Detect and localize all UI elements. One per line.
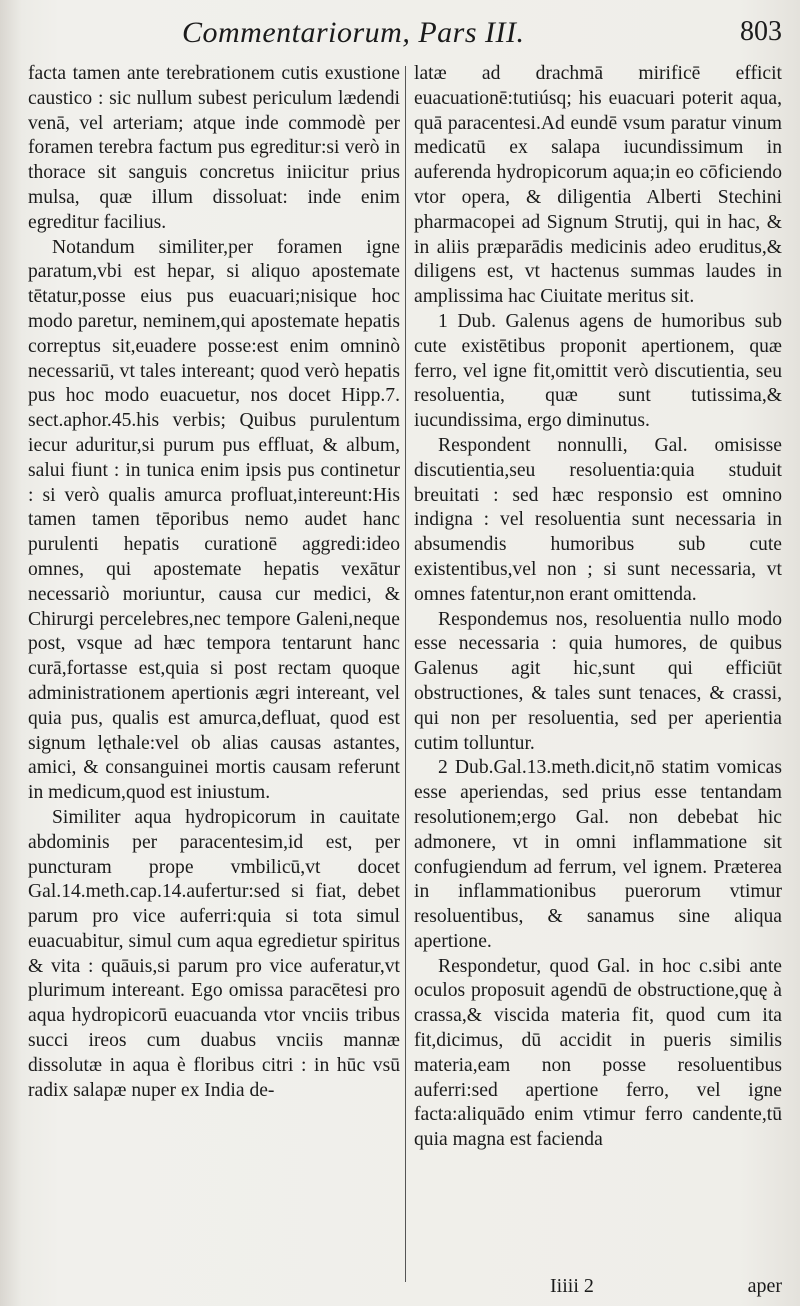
running-title: Commentariorum, Pars III. bbox=[182, 16, 525, 49]
signature-mark: Iiiii 2 bbox=[550, 1275, 594, 1297]
page-number: 803 bbox=[740, 16, 782, 47]
left-column bbox=[28, 62, 400, 1298]
paragraph: facta tamen ante terebrationem cutis exustione caustico : sic nullum subest periculum lædendi venā, vel arteriam; atque inde commodè per foramen terebra factum pus egreditur:si verò in thorace sit sanguis concretus iniicitur prius mulsa, quæ illum dissoluat: inde enim egreditur facilius. bbox=[28, 63, 400, 233]
paragraph: Respondemus nos, resoluentia nullo modo esse necessaria : quia humores, de quibus Galenus agit hic,sunt qui efficiūt obstructiones, & tales sunt tenaces, & crassi, qui non per resoluentia, sed per aperientia cutim tolluntur. bbox=[414, 608, 782, 754]
paragraph: Similiter aqua hydropicorum in cauitate abdominis per paracentesim,id est, per puncturam prope vmbilicū,vt docet Gal.14.meth.cap.14.aufertur:sed si fiat, debet parum pro vice auferri:quia si tota simul euacuabitur, simul cum aqua egredietur spiritus & vita : quāuis,si parum pro vice auferatur,vt plurimum intereant. Ego omissa paracētesi pro aqua hydropicorū euacuanda vtor vnciis tribus succi ireos cum duabus vnciis mannæ dissolutæ in aqua è floribus citri : in hūc vsū radix salapæ nuper ex India de- bbox=[28, 806, 400, 1101]
paragraph: latæ ad drachmā mirificē efficit euacuationē:tutiúsq; his euacuari poterit aqua, quā paracentesi.Ad eundē vsum paratur vinum medicatū ex salapa iucundissimum in auferenda hydropicorum aqua;in eo cōficiendo vtor opera, & diligentia Alberti Stechini pharmacopei ad Signum Strutij, qui in hac, & in aliis præparādis medicinis adeo eruditus,& diligens est, vt hactenus summas laudes in amplissima hac Ciuitate meritus sit. bbox=[414, 63, 782, 308]
column-divider bbox=[405, 66, 406, 1282]
page-footer bbox=[470, 1275, 782, 1301]
catchword: aper bbox=[747, 1275, 782, 1297]
paragraph: 2 Dub.Gal.13.meth.dicit,nō statim vomicas esse aperiendas, sed prius esse tentandam resolutionem;ergo Gal. non debebat hic admonere, vt in omni inflammatione sit confugiendum ad ferrum, vel ignem. Præterea in inflammationibus puerorum vtimur resoluentibus, & sanamus sine aliqua apertione. bbox=[414, 757, 782, 952]
paragraph: Respondent nonnulli, Gal. omisisse discutientia,seu resoluentia:quia studuit breuitati : sed hæc responsio est omnino indigna : vel resoluentia sunt necessaria in absumendis humoribus sub cute existentibus,vel non ; si sunt necessaria, vt omnes fatentur,non erant omittenda. bbox=[414, 434, 782, 605]
paragraph: 1 Dub. Galenus agens de humoribus sub cute existētibus proponit apertionem, quæ ferro, vel igne fit,omittit verò discutientia, seu resoluentia, quæ sunt tutissima,& iucundissima, ergo diminutus. bbox=[414, 310, 782, 432]
right-column bbox=[414, 62, 782, 1272]
paragraph: Respondetur, quod Gal. in hoc c.sibi ante oculos proposuit agendū de obstructione,quę à crassa,& viscida materia fit, quod cum ita fit,dicimus, dū accidit in pueris similis materia,eam non posse resoluentibus auferri:sed apertione ferro, vel igne facta:aliquādo enim vtimur ferro candente,tū quia magna est facienda bbox=[414, 955, 782, 1151]
page-header bbox=[0, 14, 800, 54]
paragraph: Notandum similiter,per foramen igne paratum,vbi est hepar, si aliquo apostemate tētatur,posse eius pus euacuari;nisique hoc modo paretur, neminem,qui apostemate hepatis correptus sit,euadere posse:est enim omninò necessariū, vt tales intereant; quod verò hepatis pus hoc modo euacuetur, nos docet Hipp.7. sect.aphor.45.his verbis; Quibus purulentum iecur aduritur,si purum pus effluat, & album, salui fiunt : in tunica enim ipsis pus continetur : si verò qualis amurca profluat,intereunt:His tamen tamen tēporibus nemo audet hanc purulenti hepatis curationē aggredi:ideo omnes, qui apostemate hepatis vexātur necessariò moriuntur, causa cur medici, & Chirurgi percelebres,nec tempore Galeni,neque post, vsque ad hæc tempora tentarunt hanc curā,fortasse est,quia si post rectam quoque administrationem apertionis ægri intereant, vel quia pus, qualis est amurca,defluat, quod est signum lęthale:vel ob alias causas astantes, amici, & consanguinei mortis causam referunt in medicum,quod est iniustum. bbox=[28, 236, 400, 804]
